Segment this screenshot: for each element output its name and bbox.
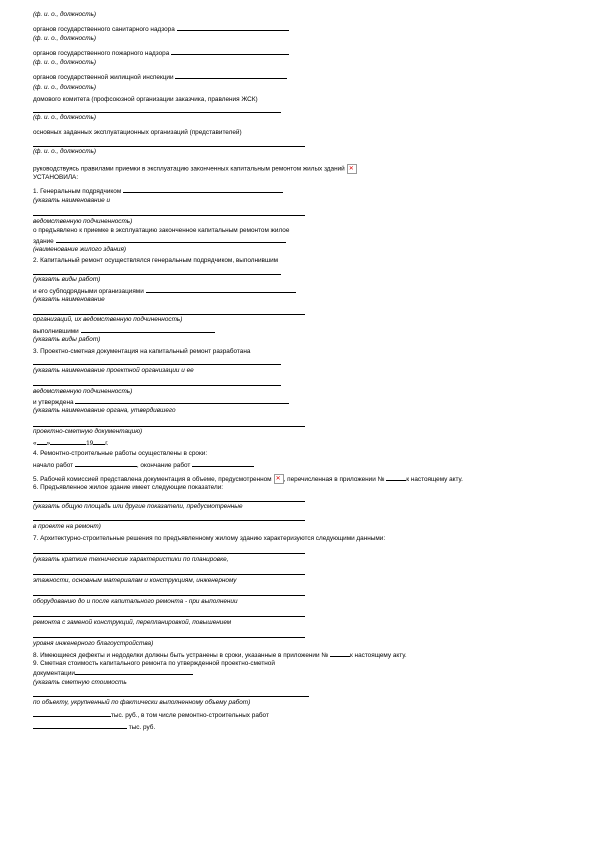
label: начало работ [33, 462, 74, 469]
month-field[interactable] [50, 438, 86, 445]
broken-image-icon [274, 474, 284, 484]
text-line [33, 186, 283, 196]
caption-fio: (ф. и. о., должность) [33, 84, 97, 91]
text-line [33, 236, 286, 246]
text-line [33, 668, 193, 678]
label: руководствуясь правилами приемки в эксплуатацию законченных капитальным ремонтом жилых зданий [33, 165, 345, 173]
appendix-number-field[interactable] [330, 650, 350, 657]
text-line [33, 474, 463, 484]
date-line [33, 438, 109, 448]
caption: ремонта с заменой конструкций, перепланировкой, повышением [33, 619, 232, 626]
label: к настоящему акту. [349, 652, 407, 659]
blank-field[interactable] [123, 186, 283, 193]
caption: (указать сметную стоимость [33, 679, 127, 686]
amount-field[interactable] [33, 710, 111, 717]
year-field[interactable] [93, 438, 105, 445]
caption: ведомственную подчиненность) [33, 218, 133, 225]
caption: уровня инженерного благоустройства) [33, 640, 154, 647]
caption: (наименование жилого здания) [33, 246, 127, 253]
rule [33, 696, 309, 697]
rule [33, 364, 281, 365]
text-line: 9. Сметная стоимость капитального ремонта по утвержденной проектно-сметной [33, 660, 275, 667]
caption-fio: (ф. и. о., должность) [33, 59, 97, 66]
text-line: домового комитета (профсоюзной организации заказчика, правления ЖСК) [33, 96, 258, 103]
text-line: 3. Проектно-сметная документация на капитальный ремонт разработана [33, 348, 251, 355]
start-date-field[interactable] [75, 460, 137, 467]
rule [33, 426, 305, 427]
label: , окончание работ [136, 462, 191, 469]
rule [33, 215, 305, 216]
caption-fio: (ф. и. о., должность) [33, 35, 97, 42]
text-line [33, 326, 215, 336]
text-line [33, 722, 155, 732]
label: документации [33, 670, 75, 677]
caption: по объекту, укрупненный по фактически выполненному объему работ) [33, 699, 251, 706]
caption-fio: (ф. и. о., должность) [33, 148, 97, 155]
text-line: 7. Архитектурно-строительные решения по предъявленному жилому зданию характеризуются следующими данными: [33, 535, 386, 542]
caption: проектно-сметную документацию) [33, 428, 143, 435]
year-suffix: г. [105, 440, 109, 447]
caption-fio: (ф. и. о., должность) [33, 11, 97, 18]
caption: (указать виды работ) [33, 336, 101, 343]
rule [33, 553, 305, 554]
label: и утверждена [33, 399, 74, 406]
label: органов государственной жилищной инспекции [33, 74, 174, 81]
label: выполнившими [33, 328, 79, 335]
rule [33, 385, 281, 386]
caption: ведомственную подчиненность) [33, 388, 133, 395]
caption: (указать наименование [33, 296, 105, 303]
label: здание [33, 238, 54, 245]
blank-field[interactable] [175, 72, 287, 79]
label: , перечисленная в приложении № [283, 476, 385, 483]
blank-field[interactable] [171, 48, 289, 55]
quote-close: » [46, 440, 51, 447]
label: органов государственного пожарного надзора [33, 50, 170, 57]
caption: (указать наименование органа, утвердившего [33, 407, 176, 414]
rule [33, 112, 281, 113]
text-line [33, 48, 289, 58]
label: и его субподрядными организациями [33, 288, 144, 295]
caption: организаций, их ведомственную подчиненность) [33, 316, 183, 323]
day-field[interactable] [37, 438, 47, 445]
caption: оборудованию до и после капитального ремонта - при выполнении [33, 598, 238, 605]
appendix-number-field[interactable] [386, 474, 406, 481]
text-line: о предъявлено к приемке в эксплуатацию законченное капитальным ремонтом жилое [33, 227, 290, 234]
caption: (указать виды работ) [33, 276, 101, 283]
caption: (указать наименование проектной организации и ее [33, 367, 194, 374]
heading-established: УСТАНОВИЛА: [33, 174, 79, 181]
text-line [33, 460, 254, 470]
text-line [33, 24, 289, 34]
text-line [33, 397, 289, 407]
caption: (указать краткие технические характеристики по планировке, [33, 556, 229, 563]
caption: в проекте на ремонт) [33, 523, 101, 530]
text-line: основных заданных эксплуатационных организаций (представителей) [33, 129, 242, 136]
label: 5. Рабочей комиссией представлена документация в объеме, предусмотренном [33, 476, 272, 483]
rule [33, 501, 305, 502]
caption: (указать наименование и [33, 197, 111, 204]
blank-field[interactable] [146, 286, 296, 293]
blank-field[interactable] [75, 397, 289, 404]
blank-field[interactable] [75, 668, 193, 675]
text-line: 6. Предъявленное жилое здание имеет следующие показатели: [33, 484, 224, 491]
rule [33, 637, 305, 638]
rule [33, 574, 305, 575]
rule [33, 274, 281, 275]
blank-field[interactable] [81, 326, 215, 333]
label: к настоящему акту. [406, 476, 463, 483]
caption-fio: (ф. и. о., должность) [33, 114, 97, 121]
text-line [33, 710, 269, 720]
label: 8. Имеющиеся дефекты и недоделки должны быть устранены в сроки, указанные в приложении № [33, 652, 329, 659]
rule [33, 146, 305, 147]
text-line [33, 650, 407, 660]
text-line [33, 72, 287, 82]
label: тыс. руб., в том числе ремонтно-строительных работ [111, 712, 269, 719]
label: органов государственного санитарного надзора [33, 26, 175, 33]
text-line [33, 164, 357, 174]
end-date-field[interactable] [192, 460, 254, 467]
text-line [33, 286, 296, 296]
quote-open: « [33, 440, 37, 447]
text-line: 2. Капитальный ремонт осуществлялся генеральным подрядчиком, выполнившим [33, 257, 279, 264]
label: 1. Генеральным подрядчиком [33, 188, 122, 195]
rule [33, 520, 305, 521]
caption: этажности, основным материалам и конструкциям, инженерному [33, 577, 237, 584]
rule [33, 314, 305, 315]
amount-field[interactable] [33, 722, 127, 729]
rule [33, 595, 305, 596]
year-prefix: 19 [86, 440, 94, 447]
text-line: 4. Ремонтно-строительные работы осуществлены в сроки: [33, 450, 208, 457]
rule [33, 616, 305, 617]
caption: (указать общую площадь или другие показатели, предусмотренные [33, 503, 243, 510]
blank-field[interactable] [177, 24, 289, 31]
blank-field[interactable] [56, 236, 286, 243]
label: тыс. руб. [128, 724, 156, 731]
broken-image-icon [347, 164, 357, 174]
